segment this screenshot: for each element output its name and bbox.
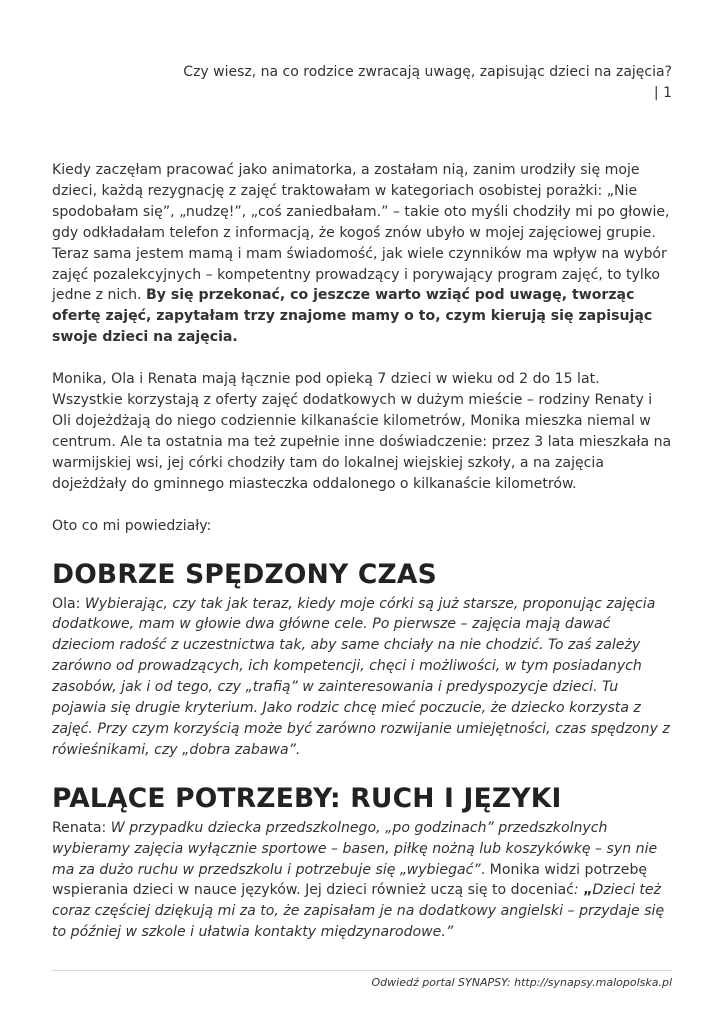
quote-monika: Dzieci też coraz częściej dziękują mi za to, że zapisałam je na dodatkowy angielski – przydaje się to później w szkole i ułatwia kontakty międzynarodowe.” — [52, 882, 665, 941]
section-heading-time: DOBRZE SPĘDZONY CZAS — [52, 558, 437, 590]
speaker-renata: Renata: — [52, 819, 111, 836]
footer-divider — [52, 970, 672, 971]
document-title: Czy wiesz, na co rodzice zwracają uwagę, zapisując dzieci na zajęcia? — [183, 64, 672, 80]
page-number: | 1 — [653, 85, 672, 101]
section-time-paragraph — [52, 594, 674, 761]
intro-bold-text: By się przekonać, co jeszcze warto wziąć pod uwagę, tworząc ofertę zajęć, zapytałam trzy znajome mamy o to, czym kierują się zapisując swoje dzieci na zajęcia. — [52, 287, 653, 346]
section-heading-needs: PALĄCE POTRZEBY: RUCH I JĘZYKI — [52, 782, 562, 814]
monika-text: . Monika widzi potrzebę wspierania dzieci w nauce języków. Jej dzieci również uczą się to doceniać — [52, 861, 648, 899]
article-body — [52, 160, 674, 964]
quote-mark-bold: „ — [583, 882, 593, 899]
paragraph-families: Monika, Ola i Renata mają łącznie pod opieką 7 dzieci w wieku od 2 do 15 lat. Wszystkie korzystają z oferty zajęć dodatkowych w dużym mieście – rodziny Renaty i Oli dojeżdżają do niego codziennie kilkanaście kilometrów, Monika mieszka niemal w centrum. Ale ta ostatnia ma też zupełnie inne doświadczenie: przez 3 lata mieszkała na warmijskiej wsi, jej córki chodziły tam do lokalnej wiejskiej szkoły, a na zajęcia dojeżdżały do gminnego miasteczka oddalonego o kilkanaście kilometrów. — [52, 371, 672, 492]
speaker-ola: Ola: — [52, 595, 85, 612]
page-header — [52, 62, 672, 104]
intro-paragraph — [52, 160, 674, 348]
colon-italic: : — [573, 882, 584, 899]
footer-text: Odwiedź portal SYNAPSY: http://synapsy.malopolska.pl — [371, 976, 672, 989]
quote-ola: Wybierając, czy tak jak teraz, kiedy moje córki są już starsze, proponując zajęcia dodatkowe, mam w głowie dwa główne cele. Po pierwsze – zajęcia mają dawać dzieciom radość z uczestnictwa tak, aby same chciały na nie chodzić. To zaś zależy zarówno od prowadzących, ich kompetencji, chęci i możliwości, w tym posiadanych zasobów, jak i od tego, czy „trafią” w zainteresowania i predyspozycje dzieci. Tu pojawia się drugie kryterium. Jako rodzic chcę mieć poczucie, że dziecko korzysta z zajęć. Przy czym korzyścią może być zarówno rozwijanie umiejętności, czas spędzony z rówieśnikami, czy „dobra zabawa”. — [52, 595, 670, 758]
paragraph-lead-in: Oto co mi powiedziały: — [52, 517, 212, 534]
section-needs-paragraph — [52, 818, 674, 943]
quote-renata: W przypadku dziecka przedszkolnego, „po godzinach” przedszkolnych wybieramy zajęcia wyłącznie sportowe – basen, piłkę nożną lub koszykówkę – syn nie ma za dużo ruchu w przedszkolu i potrzebuje się „wybiegać” — [52, 819, 658, 878]
intro-text: Kiedy zaczęłam pracować jako animatorka, a zostałam nią, zanim urodziły się moje dzieci, każdą rezygnację z zajęć traktowałam w kategoriach osobistej porażki: „Nie spodobałam się”, „nudzę!”, „coś zaniedbałam.” – takie oto myśli chodziły mi po głowie, gdy odkładałam telefon z informacją, że kogoś znów ubyło w mojej zajęciowej grupie. Teraz sama jestem mamą i mam świadomość, jak wiele czynników ma wpływ na wybór zajęć pozalekcyjnych – kompetentny prowadzący i porywający program zajęć, to tylko jedne z nich. — [52, 162, 670, 304]
